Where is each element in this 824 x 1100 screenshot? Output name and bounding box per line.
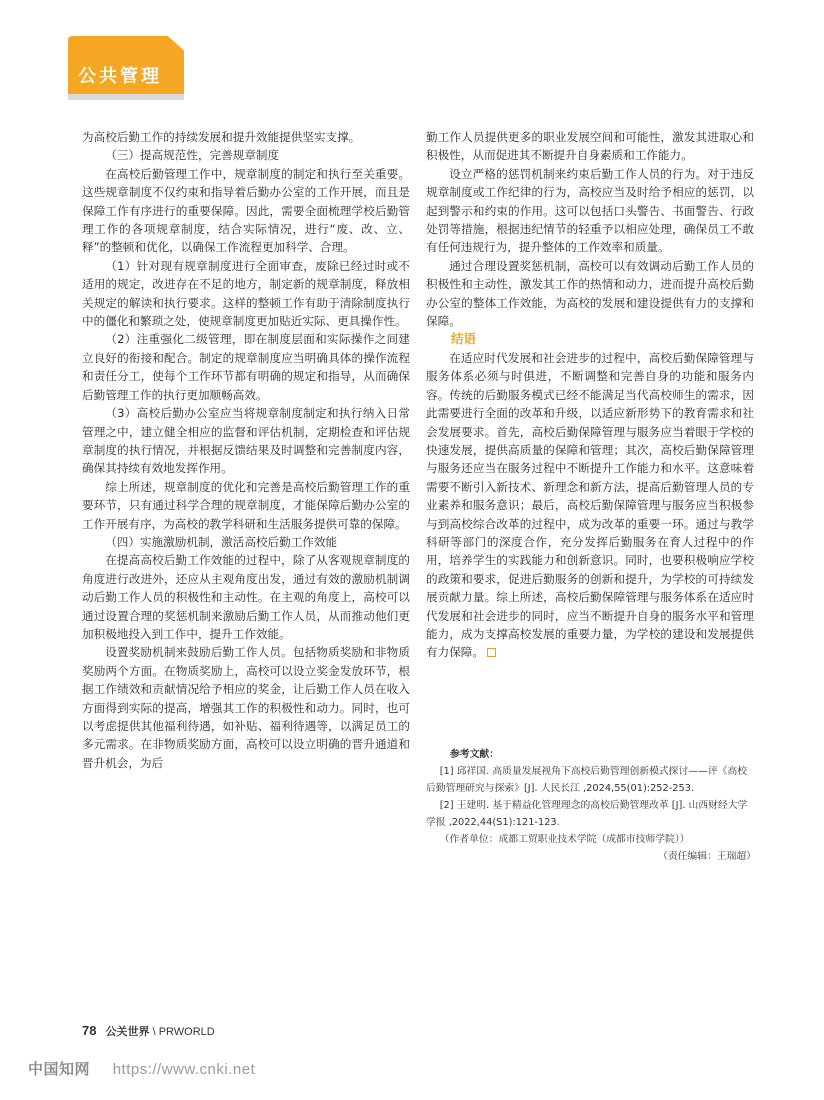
cnki-url: https://www.cnki.net (112, 1061, 256, 1078)
paragraph: 在提高高校后勤工作效能的过程中，除了从客观规章制度的角度进行改进外，还应从主观角度出发，通过有效的激励机制调动后勤工作人员的积极性和主动性。在主观的角度上，高校可以通过设置合理的奖惩机制来激励后勤工作人员，从而推动他们更加积极地投入到工作中，提升工作效能。 (82, 553, 410, 641)
footer-separator: \ (152, 1026, 156, 1038)
magazine-name-en: PRWORLD (158, 1026, 215, 1038)
references-title: 参考文献： (450, 749, 499, 760)
section-tab-label: 公共管理 (78, 66, 162, 87)
end-mark-icon (487, 648, 496, 657)
cnki-logo: 中国知网 (28, 1061, 91, 1078)
page-footer (82, 1023, 215, 1039)
paragraph: 为高校后勤工作的持续发展和提升效能提供坚实支撑。 (82, 130, 361, 144)
paragraph: （1）针对现有规章制度进行全面审查，废除已经过时或不适用的规定，改进存在不足的地方，制定新的规章制度，释放相关规定的解读和执行要求。这样的整顿工作有助于清除制度执行中的僵化和繁琐之处，使规章制度更加贴近实际、更具操作性。 (82, 258, 410, 329)
conclusion-text: 在适应时代发展和社会进步的过程中，高校后勤保障管理与服务体系必须与时俱进，不断调整和完善自身的功能和服务内容。传统的后勤服务模式已经不能满足当代高校师生的需求，因此需要进行全面的改革和升级，以适应新形势下的教育需求和社会发展要求。首先，高校后勤保障管理与服务应当着眼于学校的快速发展，提供高质量的保障和管理；其次，高校后勤保障管理与服务还应当在服务过程中不断提升工作能力和水平。这意味着需要不断引入新技术、新理念和新方法，提高后勤管理人员的专业素养和服务意识；最后，高校后勤保障管理与服务应当积极参与到高校综合改革的过程中，成为改革的重要一环。通过与教学科研等部门的深度合作，充分发挥后勤服务在育人过程中的作用，培养学生的实践能力和创新意识。同时，也要积极响应学校的政策和要求，促进后勤服务的创新和提升，为学校的可持续发展贡献力量。综上所述，高校后勤保障管理与服务体系在适应时代发展和社会进步的同时，应当不断提升自身的服务水平和管理能力，成为支撑高校发展的重要力量，为学校的建设和发展提供有力保障。 (426, 350, 754, 660)
left-column (82, 128, 410, 772)
paragraph: （2）注重强化二级管理，即在制度层面和实际操作之间建立良好的衔接和配合。制定的规章制度应当明确具体的操作流程和责任分工，使每个工作环节都有明确的规定和指导，从而确保后勤管理工作的执行更加顺畅高效。 (82, 332, 410, 402)
section-tab-shadow (68, 94, 184, 100)
paragraph: 勤工作人员提供更多的职业发展空间和可能性，激发其进取心和积极性，从而促进其不断提升自身素质和工作能力。 (426, 130, 754, 163)
right-column (426, 128, 754, 662)
references (426, 746, 756, 865)
paragraph: 通过合理设置奖惩机制，高校可以有效调动后勤工作人员的积极性和主动性，激发其工作的热情和动力，进而提升高校后勤办公室的整体工作效能，为高校的发展和建设提供有力的支撑和保障。 (426, 258, 754, 329)
conclusion-heading: 结语 (451, 331, 477, 347)
paragraph: 设置奖励机制来鼓励后勤工作人员。包括物质奖励和非物质奖励两个方面。在物质奖励上，高校可以设立奖金发放环节，根据工作绩效和贡献情况给予相应的奖金，让后勤工作人员在收入方面得到实际的提高，增强其工作的积极性和动力。同时，也可以考虑提供其他福利待遇，如补贴、福利待遇等，以满足员工的多元需求。在非物质奖励方面，高校可以设立明确的晋升通道和晋升机会，为后 (82, 645, 410, 770)
cnki-watermark (28, 1058, 255, 1079)
subheading: （三）提高规范性，完善规章制度 (105, 148, 280, 163)
paragraph: （3）高校后勤办公室应当将规章制度制定和执行纳入日常管理之中，建立健全相应的监督和评估机制，定期检查和评估规章制度的执行情况，并根据反馈结果及时调整和完善制度内容，确保其持续有效地发挥作用。 (82, 406, 410, 476)
reference-item: [1] 邱祥国. 高质量发展视角下高校后勤管理创新模式探讨——评《高校后勤管理研究与探索》[J]. 人民长江 ,2024,55(01):252-253. (426, 766, 748, 794)
paragraph: 综上所述，规章制度的优化和完善是高校后勤管理工作的重要环节，只有通过科学合理的规章制度，才能保障后勤办公室的工作开展有序，为高校的教学科研和生活服务提供可靠的保障。 (82, 479, 410, 531)
editor-credit: （责任编辑：王瑞超） (658, 851, 756, 862)
reference-item: [2] 王建明. 基于精益化管理理念的高校后勤管理改革 [J]. 山西财经大学学报 ,2022,44(S1):121-123. (426, 800, 748, 828)
page-number: 78 (82, 1023, 97, 1038)
author-unit: （作者单位：成都工贸职业技术学院（成都市技师学院）） (439, 834, 690, 845)
subheading: （四）实施激励机制，激活高校后勤工作效能 (105, 534, 338, 549)
paragraph: 在高校后勤管理工作中，规章制度的制定和执行至关重要。这些规章制度不仅约束和指导着后勤办公室的工作开展，而且是保障工作有序进行的重要保障。因此，需要全面梳理学校后勤管理工作的各项规章制度，结合实际情况，进行“废、改、立、释”的整顿和优化，以确保工作流程更加科学、合理。 (82, 166, 410, 255)
conclusion-paragraph (426, 349, 754, 662)
magazine-name: 公关世界 (105, 1026, 150, 1038)
paragraph: 设立严格的惩罚机制来约束后勤工作人员的行为。对于违反规章制度或工作纪律的行为，高校应当及时给予相应的惩罚，以起到警示和约束的作用。这可以包括口头警告、书面警告、行政处罚等措施，根据违纪情节的轻重予以相应处理，确保员工不敢有任何违规行为，提升整体的工作效率和质量。 (426, 166, 754, 255)
